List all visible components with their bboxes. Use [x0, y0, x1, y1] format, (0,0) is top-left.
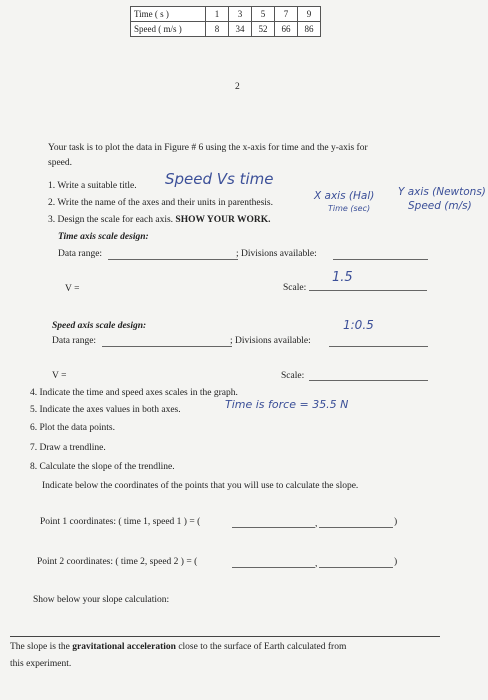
handwritten-values-note: Time is force = 35.5 N [225, 398, 349, 411]
time-cell: 9 [298, 7, 321, 22]
speed-v-label: V = [52, 371, 67, 381]
point-2-label: Point 2 coordinates: ( time 2, speed 2 ) = ( [37, 557, 198, 567]
handwritten-time-scale: 1.5 [332, 270, 353, 285]
speed-cell: 52 [252, 22, 275, 37]
time-axis-heading: Time axis scale design: [58, 232, 149, 242]
speed-range-line [102, 346, 232, 347]
point-1-label: Point 1 coordinates: ( time 1, speed 1 ) = ( [40, 517, 201, 527]
footer-line-2: this experiment. [10, 659, 72, 669]
handwritten-y-axis: Y axis (Newtons) [398, 186, 486, 198]
speed-axis-heading: Speed axis scale design: [52, 321, 147, 331]
time-row [131, 7, 321, 22]
divider [10, 636, 440, 637]
speed-row [131, 22, 321, 37]
speed-row-label: Speed ( m/s ) [131, 22, 206, 37]
instruction-8-cont: Indicate below the coordinates of the points that you will use to calculate the slope. [42, 481, 359, 491]
data-table [130, 6, 321, 37]
instruction-7: 7. Draw a trendline. [30, 443, 106, 453]
time-v-label: V = [65, 284, 80, 294]
point-2-close: ) [394, 557, 398, 567]
instruction-3-text: 3. Design the scale for each axis. [48, 215, 174, 225]
speed-range-label: Data range: [52, 336, 97, 346]
time-cell: 3 [229, 7, 252, 22]
intro-text: Your task is to plot the data in Figure # 6 using the x-axis for time and the y-axis for [48, 143, 368, 153]
instruction-8: 8. Calculate the slope of the trendline. [30, 462, 175, 472]
footer-line-1 [10, 642, 346, 652]
time-divisions-label: ; Divisions available: [236, 249, 317, 259]
point-2-time-line[interactable] [232, 567, 315, 568]
speed-scale-line [309, 380, 428, 381]
speed-cell: 34 [229, 22, 252, 37]
point-1-time-line[interactable] [232, 527, 315, 528]
instruction-1: 1. Write a suitable title. [48, 181, 137, 191]
footer-text-cont: close to the surface of Earth calculated from [178, 642, 347, 652]
speed-divisions-line [329, 346, 428, 347]
instruction-3-bold: SHOW YOUR WORK. [175, 215, 271, 225]
handwritten-title: Speed Vs time [165, 170, 274, 188]
slope-calculation-label: Show below your slope calculation: [33, 595, 170, 605]
point-1-close: ) [394, 517, 398, 527]
speed-cell: 66 [275, 22, 298, 37]
time-scale-line [309, 290, 427, 291]
intro-text-cont: speed. [48, 158, 73, 168]
point-1-speed-line[interactable] [319, 527, 393, 528]
speed-cell: 86 [298, 22, 321, 37]
handwritten-x-axis: X axis (Hal) [314, 190, 375, 202]
instruction-5: 5. Indicate the axes values in both axes. [30, 405, 181, 415]
handwritten-x-unit: Time (sec) [328, 204, 371, 213]
time-divisions-line [333, 259, 428, 260]
time-row-label: Time ( s ) [131, 7, 206, 22]
instruction-2: 2. Write the name of the axes and their units in parenthesis. [48, 198, 274, 208]
time-cell: 7 [275, 7, 298, 22]
point-2-speed-line[interactable] [319, 567, 393, 568]
time-range-line [108, 259, 238, 260]
instruction-6: 6. Plot the data points. [30, 423, 115, 433]
speed-divisions-label: ; Divisions available: [230, 336, 311, 346]
footer-text: The slope is the [10, 642, 70, 652]
point-2-comma: , [315, 559, 318, 569]
time-range-label: Data range: [58, 249, 103, 259]
footer-bold-text: gravitational acceleration [72, 642, 176, 652]
time-cell: 5 [252, 7, 275, 22]
page-number: 2 [235, 82, 240, 92]
handwritten-speed-scale: 1:0.5 [343, 318, 374, 332]
instruction-4: 4. Indicate the time and speed axes scales in the graph. [30, 388, 238, 398]
handwritten-y-unit: Speed (m/s) [408, 200, 472, 212]
speed-cell: 8 [206, 22, 229, 37]
point-1-comma: , [315, 519, 318, 529]
instruction-3 [48, 215, 271, 225]
speed-scale-label: Scale: [281, 371, 305, 381]
time-cell: 1 [206, 7, 229, 22]
time-scale-label: Scale: [283, 283, 307, 293]
